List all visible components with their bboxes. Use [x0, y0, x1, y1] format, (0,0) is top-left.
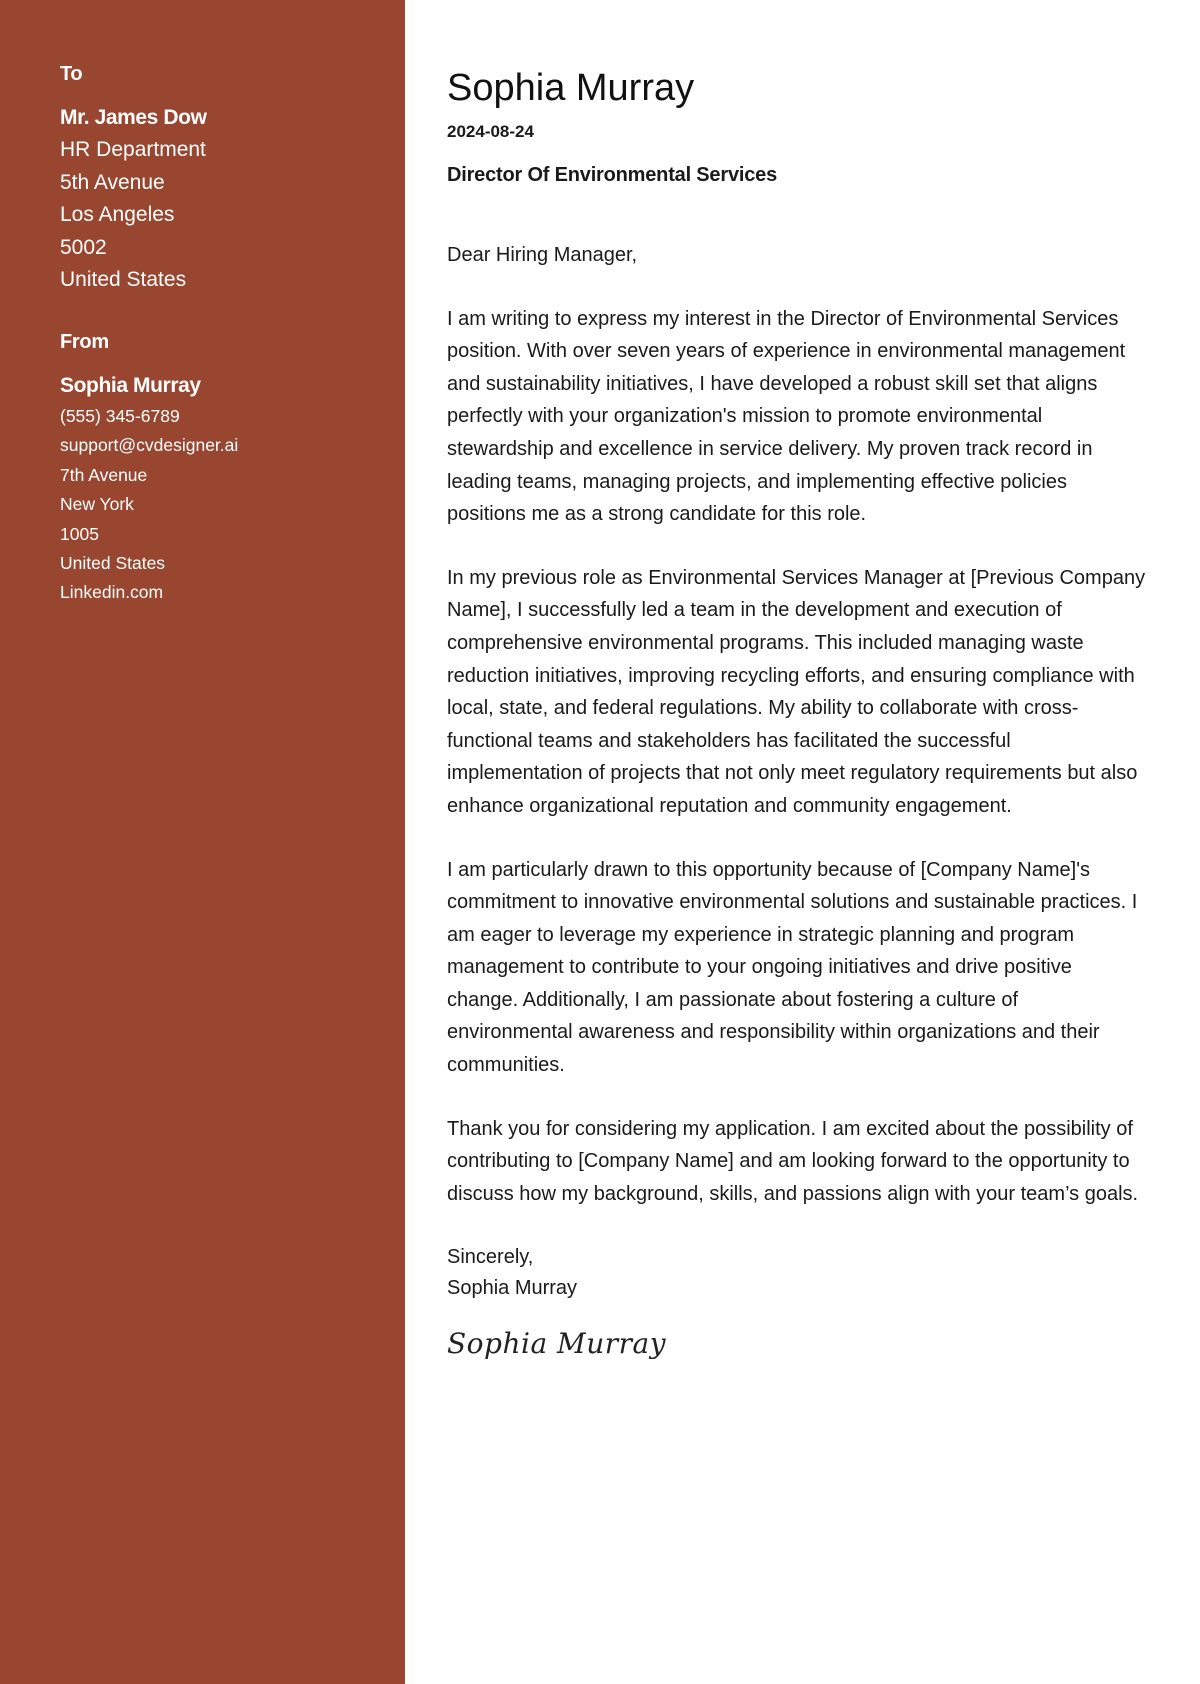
letter-date: 2024-08-24 — [447, 122, 534, 141]
paragraph: I am writing to express my interest in the Director of Environmental Services position. With over seven years of experience in environmental management and sustainability initiatives, I have developed a robust skill set that aligns perfectly with your organization's mission to promote environmental stewardship and excellence in service delivery. My proven track record in leading teams, managing projects, and implementing effective policies positions me as a strong candidate for this role. — [447, 307, 1126, 526]
sender-phone: (555) 345-6789 — [60, 405, 180, 426]
to-heading: To — [60, 63, 83, 85]
recipient-line: 5th Avenue — [60, 170, 165, 194]
paragraph: I am particularly drawn to this opportunity because of [Company Name]'s commitment to innovative environmental solutions and sustainable practices. I am eager to leverage my experience in strategic planning and program management to contribute to your ongoing initiatives and drive positive change. Additionally, I am passionate about fostering a culture of environmental awareness and responsibility within organizations and their communities. — [447, 858, 1138, 1077]
recipient-line: Los Angeles — [60, 203, 175, 227]
from-block — [60, 328, 365, 608]
recipient-address — [60, 134, 365, 297]
paragraph: In my previous role as Environmental Services Manager at [Previous Company Name], I successfully led a team in the development and execution of comprehensive environmental programs. This included managing waste reduction initiatives, improving recycling efforts, and ensuring compliance with local, state, and federal regulations. My ability to collaborate with cross-functional teams and stakeholders has facilitated the successful implementation of projects that not only meet regulatory requirements but also enhance organizational reputation and community engagement. — [447, 566, 1146, 817]
handwritten-signature: Sophia Murray — [447, 1327, 667, 1361]
recipient-line: 5002 — [60, 235, 107, 259]
sender-email: support@cvdesigner.ai — [60, 435, 239, 456]
letter-body — [447, 62, 1147, 1364]
closing-block — [447, 1242, 1147, 1304]
job-title: Director Of Environmental Services — [447, 164, 777, 186]
recipient-line: HR Department — [60, 138, 206, 161]
recipient-name: Mr. James Dow — [60, 106, 207, 129]
closing-salutation: Sincerely, — [447, 1246, 534, 1269]
closing-name: Sophia Murray — [447, 1277, 578, 1300]
recipient-line: United States — [60, 268, 187, 292]
sender-name: Sophia Murray — [60, 373, 201, 397]
sender-street: 7th Avenue — [60, 464, 148, 485]
sender-linkedin: Linkedin.com — [60, 582, 164, 603]
paragraph: Thank you for considering my application. I am excited about the possibility of contributing to [Company Name] and am looking forward to the opportunity to discuss how my background, skills, and passions align with your team’s goals. — [447, 1117, 1139, 1205]
sender-heading-name: Sophia Murray — [447, 67, 695, 109]
sender-city: New York — [60, 494, 134, 515]
sender-postcode: 1005 — [60, 523, 99, 544]
sidebar — [0, 0, 405, 1684]
sender-country: United States — [60, 553, 166, 573]
greeting: Dear Hiring Manager, — [447, 244, 638, 266]
from-heading: From — [60, 330, 109, 353]
